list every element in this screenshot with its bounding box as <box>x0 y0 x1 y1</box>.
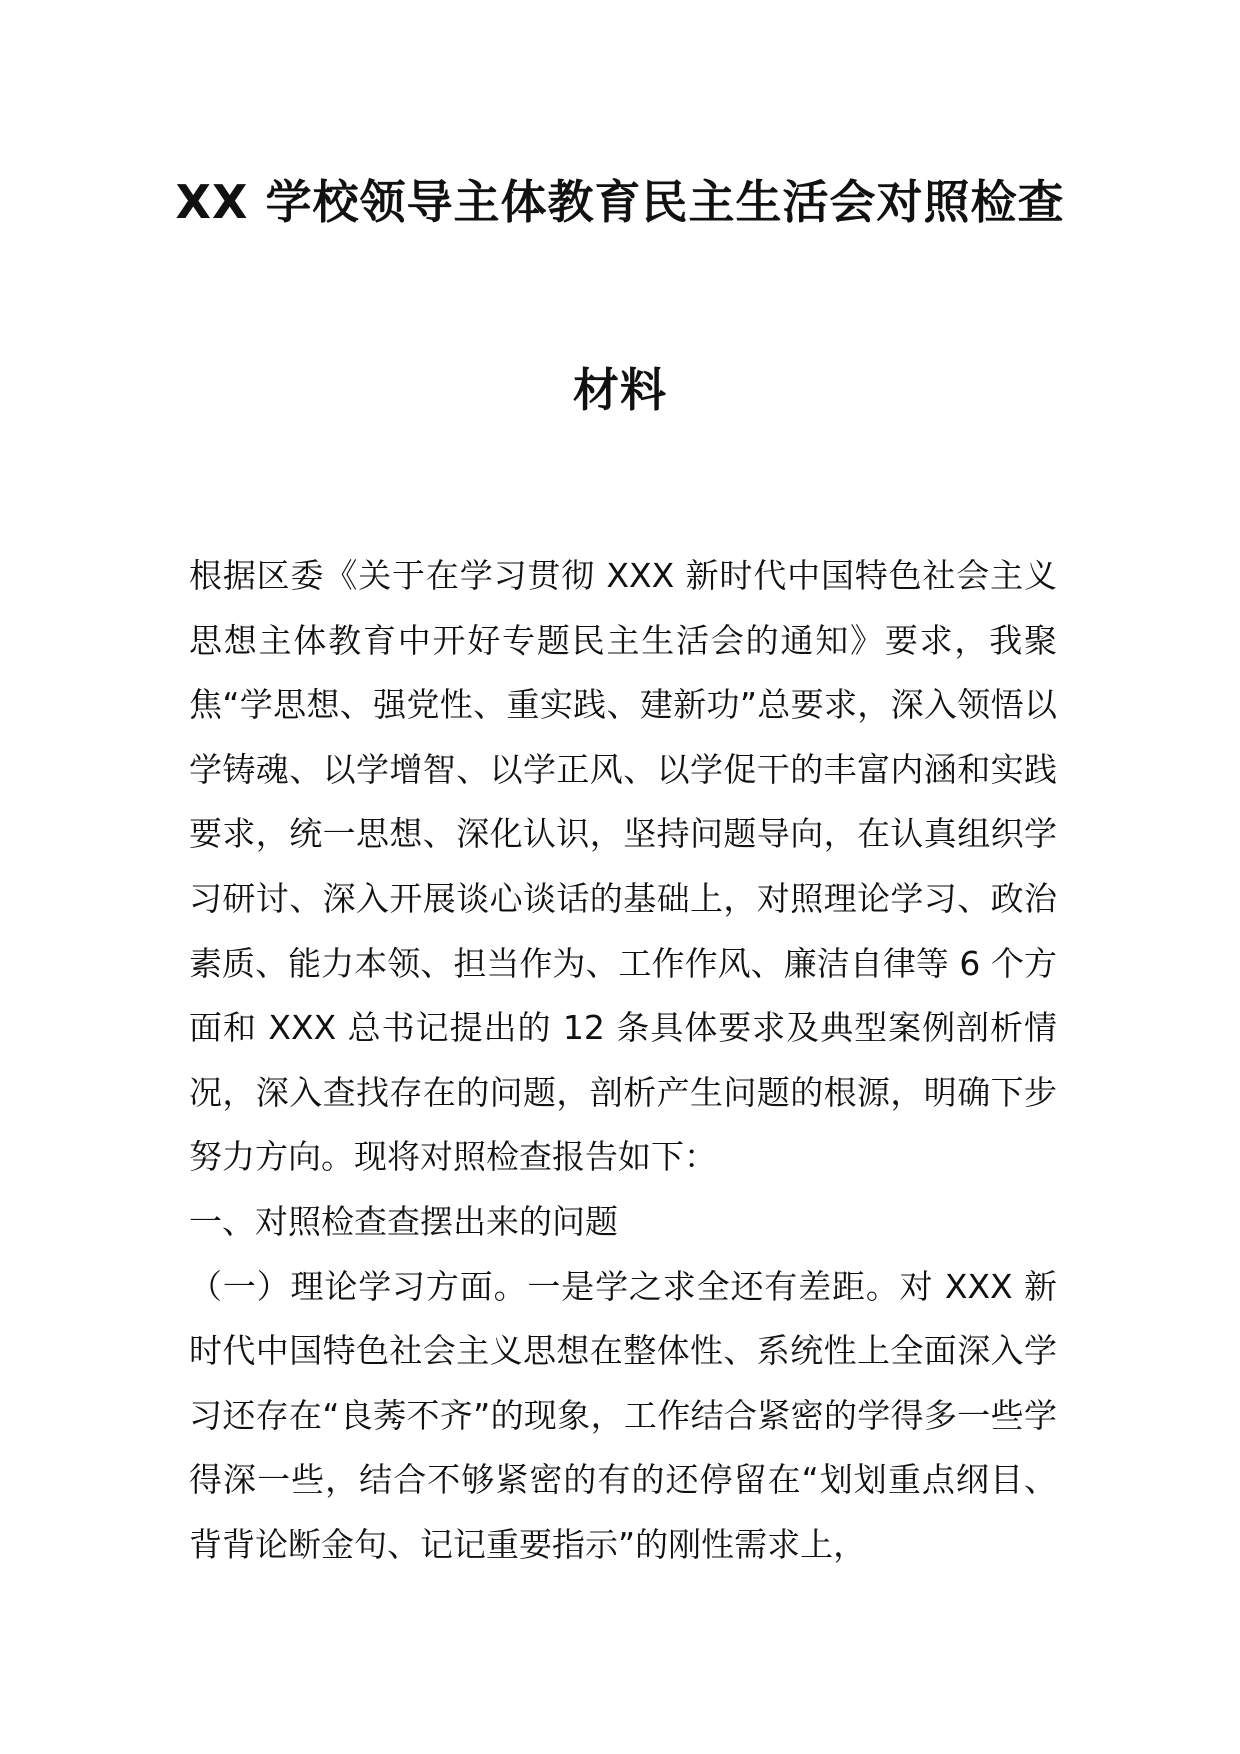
section-heading-1: 一、对照检查查摆出来的问题 <box>189 1201 618 1241</box>
document-body <box>189 544 1057 1578</box>
document-title-line2: 材料 <box>573 363 667 417</box>
paragraph-theory-study: （一）理论学习方面。一是学之求全还有差距。对 XXX 新时代中国特色社会主义思想在整体性、系统性上全面深入学习还存在“良莠不齐”的现象，工作结合紧密的学得多一些学得深一些，结合不够紧密的有的还停留在“划划重点纲目、背背论断金句、记记重要指示”的刚性需求上， <box>189 1266 1057 1564</box>
document-title-line1: XX 学校领导主体教育民主生活会对照检查 <box>175 175 1065 229</box>
paragraph-intro: 根据区委《关于在学习贯彻 XXX 新时代中国特色社会主义思想主体教育中开好专题民主生活会的通知》要求，我聚焦“学思想、强党性、重实践、建新功”总要求，深入领悟以学铸魂、以学增智、以学正风、以学促干的丰富内涵和实践要求，统一思想、深化认识，坚持问题导向，在认真组织学习研讨、深入开展谈心谈话的基础上，对照理论学习、政治素质、能力本领、担当作为、工作作风、廉洁自律等 6 个方面和 XXX 总书记提出的 12 条具体要求及典型案例剖析情况，深入查找存在的问题，剖析产生问题的根源，明确下步努力方向。现将对照检查报告如下： <box>189 556 1057 1177</box>
